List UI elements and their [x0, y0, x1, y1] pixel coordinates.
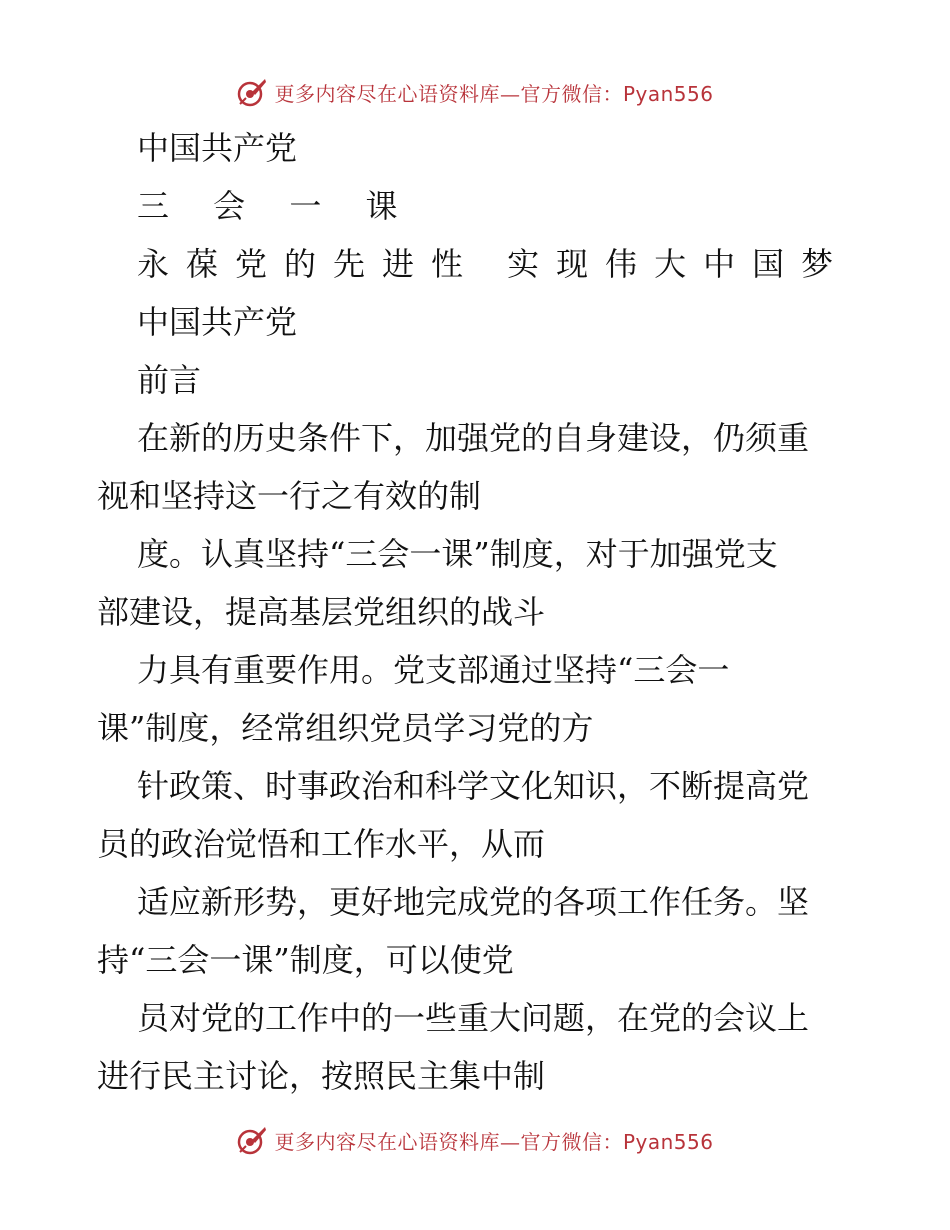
body-line-8: 员的政治觉悟和工作水平，从而 [97, 825, 546, 863]
body-line-3: 度。认真坚持“三会一课”制度，对于加强党支 [137, 535, 778, 573]
quill-pen-seal-icon [236, 1124, 268, 1156]
body-line-10: 持“三会一课”制度，可以使党 [97, 941, 514, 979]
banner-separator: — [499, 81, 521, 106]
body-line-4: 部建设，提高基层党组织的战斗 [97, 593, 546, 631]
footer-banner [0, 1120, 950, 1160]
title-line-2: 三 会 一 课 [137, 187, 415, 225]
header-banner [0, 72, 950, 112]
title-line-1: 中国共产党 [137, 129, 298, 167]
body-line-5: 力具有重要作用。党支部通过坚持“三会一 [137, 651, 730, 689]
body-line-11: 员对党的工作中的一些重大问题，在党的会议上 [137, 999, 810, 1037]
body-line-9: 适应新形势，更好地完成党的各项工作任务。坚 [137, 883, 810, 921]
body-line-1: 在新的历史条件下，加强党的自身建设，仍须重 [137, 419, 810, 457]
banner-text [274, 1126, 713, 1155]
banner-title: 更多内容尽在心语资料库 [274, 1129, 500, 1154]
banner-text [274, 78, 713, 107]
slogan-line: 永葆党的先进性 实现伟大中国梦 [137, 245, 851, 283]
body-line-2: 视和坚持这一行之有效的制 [97, 477, 482, 515]
preface-heading: 前言 [137, 361, 202, 399]
banner-wechat: 官方微信：Pyan556 [520, 81, 714, 106]
banner-wechat: 官方微信：Pyan556 [520, 1129, 714, 1154]
title-line-3: 中国共产党 [137, 303, 298, 341]
body-line-7: 针政策、时事政治和科学文化知识，不断提高党 [137, 767, 810, 805]
body-line-12: 进行民主讨论，按照民主集中制 [97, 1057, 546, 1095]
banner-title: 更多内容尽在心语资料库 [274, 81, 500, 106]
quill-pen-seal-icon [236, 76, 268, 108]
body-line-6: 课”制度，经常组织党员学习党的方 [97, 709, 594, 747]
banner-separator: — [499, 1129, 521, 1154]
